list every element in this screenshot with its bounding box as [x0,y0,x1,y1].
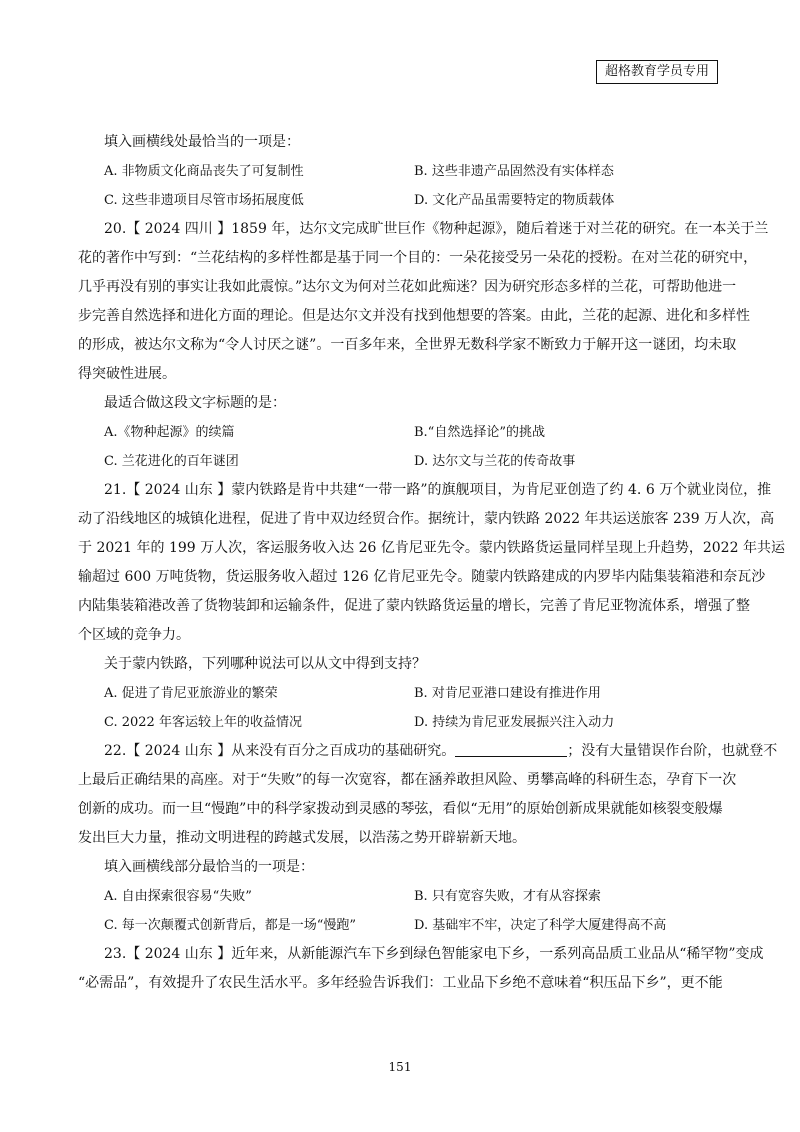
question-paragraph [78,940,764,998]
option-row [78,418,724,447]
text-after-blank: ；没有大量错误作台阶，也就登不 [567,743,778,759]
option-left: C. 兰花进化的百年谜团 [104,454,239,469]
option-left: C. 每一次颠覆式创新背后，都是一场“慢跑” [104,918,357,933]
option-row [78,186,724,215]
option-left: A.《物种起源》的续篇 [104,425,235,440]
option-right: B.“自然选择论”的挑战 [414,425,545,440]
paragraph-line: 20.【 2024 四川 】1859 年，达尔文完成旷世巨作《物种起源》，随后着迷于对兰花的研究。在一本关于兰 [104,221,769,237]
option-left: A. 非物质文化商品丧失了可复制性 [104,164,304,179]
paragraph-line: 21.【 2024 山东 】蒙内铁路是肯中共建“一带一路”的旗舰项目，为肯尼亚创造了约 4. 6 万个就业岗位，推 [104,482,772,498]
option-right: D. 文化产品虽需要特定的物质载体 [414,193,615,208]
page-number: 151 [388,1060,412,1074]
paragraph-line: 花的著作中写到：“兰花结构的多样性都是基于同一个目的：一朵花接受另一朵花的授粉。在对兰花的研究中， [78,250,758,266]
option-right: D. 持续为肯尼亚发展振兴注入动力 [414,715,615,730]
option-row [78,447,724,476]
option-row [78,911,724,940]
option-right: D. 达尔文与兰花的传奇故事 [414,454,576,469]
paragraph-line: 创新的成功。而一旦“慢跑”中的科学家拨动到灵感的琴弦，看似“无用”的原始创新成果就能如核裂变般爆 [78,801,723,817]
option-row [78,679,724,708]
option-left: C. 2022 年客运较上年的收益情况 [104,715,302,730]
option-right: B. 只有宽容失败，才有从容探索 [414,889,601,904]
question-prompt: 填入画横线部分最恰当的一项是： [104,859,314,875]
option-row [78,882,724,911]
question-prompt: 填入画横线处最恰当的一项是： [104,134,300,150]
paragraph-line: 个区域的竞争力。 [78,627,190,643]
paragraph-line: 动了沿线地区的城镇化进程，促进了肯中双边经贸合作。据统计，蒙内铁路 2022 年共运送旅客 239 万人次，高 [78,511,775,527]
text-before-blank: 22.【 2024 山东 】从来没有百分之百成功的基础研究。 [104,743,456,759]
paragraph-line: 的形成，被达尔文称为“令人讨厌之谜”。一百多年来，全世界无数科学家不断致力于解开这一谜团，均未取 [78,337,737,353]
document-body [78,128,785,998]
paragraph-line: 23.【 2024 山东 】近年来，从新能源汽车下乡到绿色智能家电下乡，一系列高品质工业品从“稀罕物”变成 [104,946,764,962]
option-left: C. 这些非遗项目尽管市场拓展度低 [104,193,304,208]
question-paragraph [78,737,778,853]
question-prompt: 最适合做这段文字标题的是： [104,395,286,411]
paragraph-line: 输超过 600 万吨货物，货运服务收入超过 126 亿肯尼亚先令。随蒙内铁路建成的内罗毕内陆集装箱港和奈瓦沙 [78,569,766,585]
paragraph-line: 得突破性进展。 [78,366,176,382]
option-row [78,157,724,186]
paragraph-line: 内陆集装箱港改善了货物装卸和运输条件，促进了蒙内铁路货运量的增长，完善了肯尼亚物流体系，增强了整 [78,598,750,614]
paragraph-line: 几乎再没有别的事实让我如此震惊。”达尔文为何对兰花如此痴迷？因为研究形态多样的兰花，可帮助他进一 [78,279,737,295]
option-right: D. 基础牢不牢，决定了科学大厦建得高不高 [414,918,667,933]
paragraph-line [78,737,778,766]
question-prompt: 关于蒙内铁路，下列哪种说法可以从文中得到支持？ [104,656,426,672]
paragraph-line: 于 2021 年的 199 万人次，客运服务收入达 26 亿肯尼亚先令。蒙内铁路货运量同样呈现上升趋势，2022 年共运 [78,540,785,556]
option-left: A. 自由探索很容易“失败” [104,889,252,904]
paragraph-line: 发出巨大力量，推动文明进程的跨越式发展，以浩荡之势开辟崭新天地。 [78,830,526,846]
option-right: B. 对肯尼亚港口建设有推进作用 [414,686,601,701]
paragraph-line: 步完善自然选择和进化方面的理论。但是达尔文并没有找到他想要的答案。由此，兰花的起源、进化和多样性 [78,308,750,324]
question-paragraph [78,476,785,650]
answer-blank [455,742,567,757]
student-exclusive-stamp: 超格教育学员专用 [596,60,718,84]
paragraph-line: “必需品”，有效提升了农民生活水平。多年经验告诉我们：工业品下乡绝不意味着“积压品下乡”，更不能 [78,975,723,991]
option-left: A. 促进了肯尼亚旅游业的繁荣 [104,686,278,701]
paragraph-line: 上最后正确结果的高座。对于“失败”的每一次宽容，都在涵养敢担风险、勇攀高峰的科研生态，孕育下一次 [78,772,737,788]
question-paragraph [78,215,769,389]
option-right: B. 这些非遗产品固然没有实体样态 [414,164,614,179]
option-row [78,708,724,737]
